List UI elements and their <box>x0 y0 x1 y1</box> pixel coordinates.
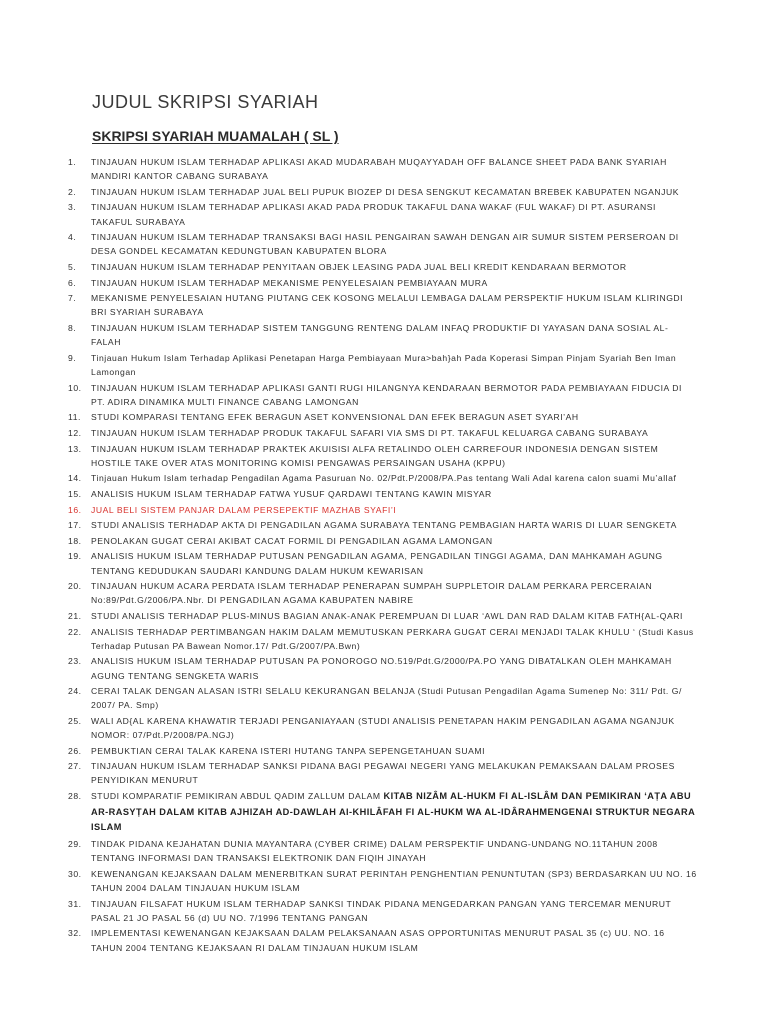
list-item-title: IMPLEMENTASI KEWENANGAN KEJAKSAAN DALAM PELAKSANAAN ASAS OPPORTUNITAS MENURUT PASAL 35 (c) UU. NO. 16 TAHUN 2004 TENTANG KEJAKSAAN RI DALAM TINJAUAN HUKUM ISLAM <box>91 928 665 953</box>
list-item-number: 26. <box>68 745 82 756</box>
list-item-title: JUAL BELI SISTEM PANJAR DALAM PERSEPEKTIF MAZHAB SYAFI’I <box>91 504 397 515</box>
list-item-title: TINJAUAN HUKUM ISLAM TERHADAP PRAKTEK AKUISISI ALFA RETALINDO OLEH CARREFOUR INDONESIA DENGAN SISTEM HOSTILE TAKE OVER ATAS MONITORING KOMISI PENGAWAS PERSAINGAN USAHA (KPPU) <box>91 443 659 468</box>
list-item-text <box>91 897 698 925</box>
list-item <box>0 714 768 742</box>
list-item-title: TINJAUAN HUKUM ISLAM TERHADAP SANKSI PIDANA BAGI PEGAWAI NEGERI YANG MELAKUKAN PEMAKSAAN DALAM PROSES PENYIDIKAN MENURUT <box>91 761 675 786</box>
list-item <box>0 579 768 607</box>
list-item-number: 31. <box>68 898 82 909</box>
list-item-title: KEWENANGAN KEJAKSAAN DALAM MENERBITKAN SURAT PERINTAH PENGHENTIAN PENUNTUTAN (SP3) BERDASARKAN UU NO. 16 TAHUN 2004 DALAM TINJAUAN HUKUM ISLAM <box>91 868 697 893</box>
list-item-number: 5. <box>68 261 77 272</box>
list-item-title: ANALISIS HUKUM ISLAM TERHADAP FATWA YUSUF QARDAWI TENTANG KAWIN MISYAR <box>91 488 492 499</box>
list-item-number: 3. <box>68 202 77 213</box>
list-item <box>0 381 768 409</box>
list-item-number: 12. <box>68 427 82 438</box>
list-item <box>0 867 768 895</box>
list-item-number: 32. <box>68 928 82 939</box>
list-item <box>0 230 768 258</box>
list-item-number: 7. <box>68 293 77 304</box>
list-item-text <box>91 837 698 865</box>
list-item-number: 27. <box>68 761 82 772</box>
list-item <box>0 503 768 517</box>
list-item-text <box>91 260 698 274</box>
thesis-title-list <box>0 155 768 956</box>
list-item-text <box>91 579 698 607</box>
list-item-text <box>91 155 698 183</box>
list-item-number: 28. <box>68 791 82 802</box>
list-item <box>0 321 768 349</box>
list-item <box>0 276 768 290</box>
list-item-number: 18. <box>68 535 82 546</box>
list-item <box>0 534 768 548</box>
list-item-number: 13. <box>68 443 82 454</box>
list-item-title: TINJAUAN HUKUM ISLAM TERHADAP JUAL BELI PUPUK BIOZEP DI DESA SENGKUT KECAMATAN BREBEK KABUPATEN NGANJUK <box>91 186 679 197</box>
list-item <box>0 897 768 925</box>
list-item-title: STUDI ANALISIS TERHADAP AKTA DI PENGADILAN AGAMA SURABAYA TENTANG PEMBAGIAN HARTA WARIS DI LUAR SENGKETA <box>91 520 677 531</box>
list-item-title: TINJAUAN HUKUM ISLAM TERHADAP MEKANISME PENYELESAIAN PEMBIAYAAN MURA <box>91 277 488 288</box>
list-item-text <box>91 759 698 787</box>
list-item-text <box>91 185 698 199</box>
list-item <box>0 487 768 501</box>
list-item <box>0 837 768 865</box>
list-item-text <box>91 684 698 712</box>
list-item-text <box>91 230 698 258</box>
list-item-title: Tinjauan Hukum Islam Terhadap Aplikasi Penetapan Harga Pembiayaan Mura>bah}ah Pada Koperasi Simpan Pinjam Syariah Ben Iman Lamongan <box>91 352 677 377</box>
list-item-title: WALI AD{AL KARENA KHAWATIR TERJADI PENGANIAYAAN (STUDI ANALISIS PENETAPAN HAKIM PENGADILAN AGAMA NGANJUK NOMOR: 07/Pdt.P/2008/PA.NGJ) <box>91 715 675 741</box>
list-item-bold-title: KITAB NIZÂM AL-HUKM FI AL-ISLÂM DAN PEMIKIRAN ‘AṬA ABU AR-RASYṬAH DALAM KITAB AJHIZAH AD-DAWLAH Al-KHILÂFAH FI AL-HUKM WA AL-IDÂRAHMENGENAI STRUKTUR NEGARA ISLAM <box>91 791 695 833</box>
list-item <box>0 518 768 532</box>
list-item <box>0 410 768 424</box>
list-item-title: PENOLAKAN GUGAT CERAI AKIBAT CACAT FORMIL DI PENGADILAN AGAMA LAMONGAN <box>91 535 493 546</box>
list-item-title: TINJAUAN HUKUM ISLAM TERHADAP APLIKASI GANTI RUGI HILANGNYA KENDARAAN BERMOTOR PADA PEMBIAYAAN FIDUCIA DI PT. ADIRA DINAMIKA MULTI FINANCE CABANG LAMONGAN <box>91 382 682 407</box>
list-item <box>0 351 768 379</box>
list-item-number: 1. <box>68 157 77 167</box>
list-item-text <box>91 351 698 379</box>
list-item <box>0 926 768 954</box>
list-item-text <box>91 518 698 532</box>
list-item-text <box>91 291 698 319</box>
list-item-number: 8. <box>68 322 77 333</box>
list-item <box>0 549 768 577</box>
list-item-text <box>91 534 698 548</box>
list-item-text <box>91 426 698 440</box>
list-item-number: 25. <box>68 715 82 726</box>
list-item-text <box>91 744 698 758</box>
list-item-number: 19. <box>68 551 82 562</box>
list-item-number: 14. <box>68 473 82 484</box>
list-item <box>0 291 768 319</box>
list-item-number: 15. <box>68 488 82 499</box>
list-item <box>0 260 768 274</box>
list-item-text <box>91 471 698 485</box>
list-item-title: TINDAK PIDANA KEJAHATAN DUNIA MAYANTARA (CYBER CRIME) DALAM PERSPEKTIF UNDANG-UNDANG NO.11TAHUN 2008 TENTANG INFORMASI DAN TRANSAKSI ELEKTRONIK DAN FIQIH JINAYAH <box>91 838 658 864</box>
list-item-number: 9. <box>68 352 77 363</box>
list-item-title: ANALISIS TERHADAP PERTIMBANGAN HAKIM DALAM MEMUTUSKAN PERKARA GUGAT CERAI MENJADI TALAK KHULU ‘ (Studi Kasus Terhadap Putusan PA Bawean Nomor.17/ Pdt.G/2007/PA.Bwn) <box>91 626 694 651</box>
list-item-text <box>91 381 698 409</box>
list-item-title: TINJAUAN HUKUM ISLAM TERHADAP PENYITAAN OBJEK LEASING PADA JUAL BELI KREDIT KENDARAAN BERMOTOR <box>91 261 627 272</box>
list-item-text <box>91 410 698 424</box>
list-item <box>0 684 768 712</box>
list-item-number: 23. <box>68 656 82 667</box>
list-item-text <box>91 714 698 742</box>
list-item-number: 30. <box>68 868 82 879</box>
list-item-title: STUDI KOMPARATIF PEMIKIRAN ABDUL QADIM ZALLUM DALAM <box>91 791 384 802</box>
list-item-title: TINJAUAN HUKUM ISLAM TERHADAP SISTEM TANGGUNG RENTENG DALAM INFAQ PRODUKTIF DI YAYASAN DANA SOSIAL AL-FALAH <box>91 322 669 348</box>
list-item-title: TINJAUAN FILSAFAT HUKUM ISLAM TERHADAP SANKSI TINDAK PIDANA MENGEDARKAN PANGAN YANG TERCEMAR MENURUT PASAL 21 JO PASAL 56 (d) UU NO. 7/1996 TENTANG PANGAN <box>91 898 672 923</box>
list-item-text <box>91 609 698 623</box>
list-item-title: TINJAUAN HUKUM ISLAM TERHADAP TRANSAKSI BAGI HASIL PENGAIRAN SAWAH DENGAN AIR SUMUR SISTEM PERSEROAN DI DESA GONDEL KECAMATAN KEDUNGTUBAN KABUPATEN BLORA <box>91 232 679 257</box>
list-item-text <box>91 442 698 470</box>
list-item-number: 11. <box>68 412 81 423</box>
list-item-title: TINJAUAN HUKUM ISLAM TERHADAP APLIKASI AKAD MUDARABAH MUQAYYADAH OFF BALANCE SHEET PADA BANK SYARIAH MANDIRI KANTOR CABANG SURABAYA <box>91 157 667 182</box>
list-item <box>0 744 768 758</box>
list-item-title: MEKANISME PENYELESAIAN HUTANG PIUTANG CEK KOSONG MELALUI LEMBAGA DALAM PERSPEKTIF HUKUM ISLAM KLIRINGDI BRI SYARIAH SURABAYA <box>91 293 684 318</box>
list-item-title: ANALISIS HUKUM ISLAM TERHADAP PUTUSAN PENGADILAN AGAMA, PENGADILAN TINGGI AGAMA, DAN MAHKAMAH AGUNG TENTANG KEDUDUKAN SAUDARI KANDUNG DALAM HUKUM KEWARISAN <box>91 551 663 576</box>
list-item-title: PEMBUKTIAN CERAI TALAK KARENA ISTERI HUTANG TANPA SEPENGETAHUAN SUAMI <box>91 745 486 756</box>
list-item-number: 10. <box>68 382 82 393</box>
list-item <box>0 789 768 836</box>
list-item-text <box>91 789 698 836</box>
list-item-title: TINJAUAN HUKUM ISLAM TERHADAP APLIKASI AKAD PADA PRODUK TAKAFUL DANA WAKAF (FUL WAKAF) DI PT. ASURANSI TAKAFUL SURABAYA <box>91 202 656 227</box>
list-item-title: STUDI KOMPARASI TENTANG EFEK BERAGUN ASET KONVENSIONAL DAN EFEK BERAGUN ASET SYARI’AH <box>91 412 579 423</box>
list-item <box>0 185 768 199</box>
list-item-text <box>91 276 698 290</box>
page-title: JUDUL SKRIPSI SYARIAH <box>92 92 319 112</box>
list-item-number: 17. <box>68 520 82 531</box>
list-item-number: 6. <box>68 277 77 288</box>
list-item-number: 22. <box>68 626 82 637</box>
list-item-title: Tinjauan Hukum Islam terhadap Pengadilan Agama Pasuruan No. 02/Pdt.P/2008/PA.Pas tentang Wali Adal karena calon suami Mu’allaf <box>91 473 677 484</box>
list-item-text <box>91 654 698 682</box>
list-item <box>0 471 768 485</box>
list-item-number: 21. <box>68 610 82 621</box>
list-item-text <box>91 549 698 577</box>
list-item <box>0 759 768 787</box>
list-item <box>0 609 768 623</box>
list-item-number: 2. <box>68 186 77 197</box>
list-item <box>0 155 768 183</box>
list-item <box>0 625 768 653</box>
list-item <box>0 200 768 228</box>
list-item <box>0 426 768 440</box>
list-item-text <box>91 867 698 895</box>
list-item <box>0 654 768 682</box>
list-item-number: 16. <box>68 504 82 515</box>
list-item-title: ANALISIS HUKUM ISLAM TERHADAP PUTUSAN PA PONOROGO NO.519/Pdt.G/2000/PA.PO YANG DIBATALKAN OLEH MAHKAMAH AGUNG TENTANG SENGKETA WARIS <box>91 656 672 681</box>
list-item-text <box>91 321 698 349</box>
list-item-title: CERAI TALAK DENGAN ALASAN ISTRI SELALU KEKURANGAN BELANJA (Studi Putusan Pengadilan Agama Sumenep No: 311/ Pdt. G/ 2007/ PA. Smp) <box>91 686 682 711</box>
list-item-text <box>91 503 698 517</box>
list-item-text <box>91 926 698 954</box>
section-title: SKRIPSI SYARIAH MUAMALAH ( SL ) <box>92 128 339 144</box>
list-item-text <box>91 625 698 653</box>
list-item-text <box>91 200 698 228</box>
list-item-title: TINJAUAN HUKUM ACARA PERDATA ISLAM TERHADAP PENERAPAN SUMPAH SUPPLETOIR DALAM PERKARA PERCERAIAN No:89/Pdt.G/2006/PA.Nbr. DI PENGADILAN AGAMA KABUPATEN NABIRE <box>91 581 653 606</box>
list-item-number: 29. <box>68 838 82 849</box>
list-item-title: STUDI ANALISIS TERHADAP PLUS-MINUS BAGIAN ANAK-ANAK PEREMPUAN DI LUAR ‘AWL DAN RAD DALAM KITAB FATH{AL-QARI <box>91 610 683 621</box>
list-item <box>0 442 768 470</box>
list-item-title: TINJAUAN HUKUM ISLAM TERHADAP PRODUK TAKAFUL SAFARI VIA SMS DI PT. TAKAFUL KELUARGA CABANG SURABAYA <box>91 427 649 438</box>
list-item-text <box>91 487 698 501</box>
list-item-number: 20. <box>68 581 82 592</box>
list-item-number: 24. <box>68 686 82 697</box>
list-item-number: 4. <box>68 232 77 243</box>
